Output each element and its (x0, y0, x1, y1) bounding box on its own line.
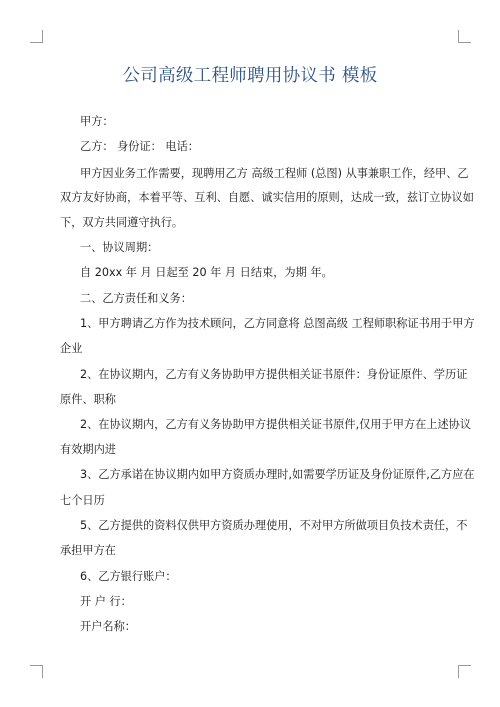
section-heading-term: 一、协议周期： (80, 241, 159, 254)
document-title: 公司高级工程师聘用协议书 模板 (122, 66, 378, 86)
clause-5-line-1: 5、乙方提供的资料仅供甲方资质办理使用，不对甲方所做项目负技术责任，不 (80, 519, 468, 532)
clause-3-line-1: 3、乙方承诺在协议期内如甲方资质办理时,如需要学历证及身份证原件,乙方应在 (80, 468, 475, 481)
page-corner-mark-top-right (458, 30, 471, 43)
term-period-line: 自 20xx 年 月 日起至 20 年 月 日结束，为期 年。 (80, 266, 333, 279)
clause-2a-line-2: 原件、职称 (60, 393, 116, 406)
clause-1-line-2: 企业 (60, 342, 83, 355)
clause-2b-line-1: 2、在协议期内，乙方有义务协助甲方提供相关证书原件,仅用于甲方在上述协议 (80, 418, 472, 431)
account-name-line: 开户名称： (80, 620, 136, 633)
page-corner-mark-top-left (30, 30, 43, 43)
page-corner-mark-bottom-left (30, 665, 43, 678)
intro-paragraph-line-3: 下，双方共同遵守执行。 (60, 216, 184, 229)
clause-2b-line-2: 有效期内进 (60, 443, 116, 456)
intro-paragraph-line-1: 甲方因业务工作需要，现聘用乙方 高级工程师 (总图) 从事兼职工作，经甲、乙 (80, 167, 469, 180)
clause-3-line-2: 七个日历 (60, 494, 105, 507)
party-b-line: 乙方： 身份证： 电话： (80, 140, 199, 153)
party-a-line: 甲方： (80, 115, 114, 128)
clause-6-bank-account: 6、乙方银行账户： (80, 570, 177, 583)
page-corner-mark-bottom-right (458, 665, 471, 678)
clause-1-line-1: 1、甲方聘请乙方作为技术顾问，乙方同意将 总图高级 工程师职称证书用于甲方 (80, 317, 475, 330)
bank-name-line: 开 户 行： (80, 595, 132, 608)
clause-5-line-2: 承担甲方在 (60, 544, 116, 557)
section-heading-responsibilities: 二、乙方责任和义务： (80, 292, 192, 305)
clause-2a-line-1: 2、在协议期内，乙方有义务协助甲方提供相关证书原件：身份证原件、学历证 (80, 368, 468, 381)
intro-paragraph-line-2: 双方友好协商，本着平等、互利、自愿、诚实信用的原则，达成一致，兹订立协议如 (60, 191, 474, 204)
